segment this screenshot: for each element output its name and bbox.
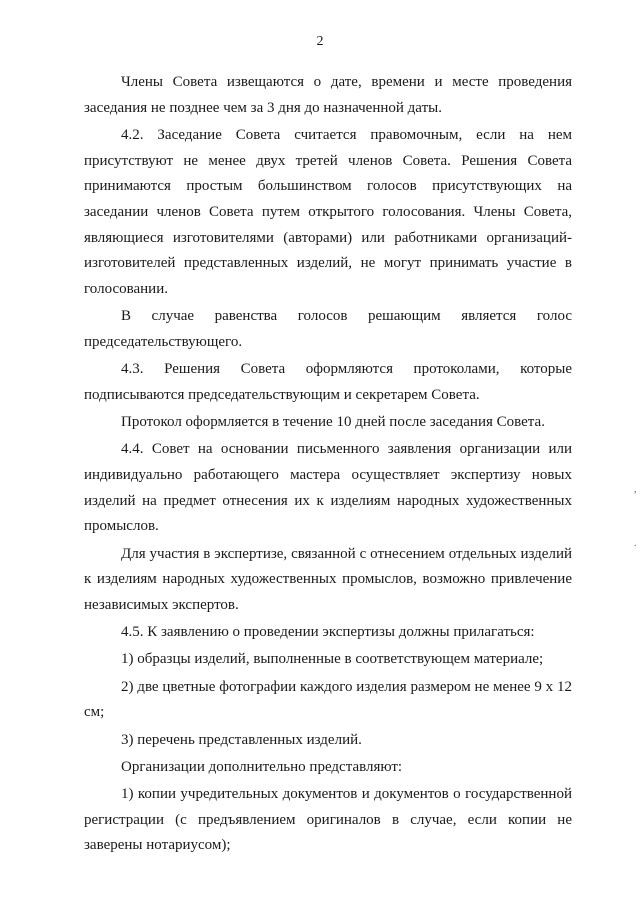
paragraph: Члены Совета извещаются о дате, времени и месте проведения заседания не позднее чем за 3 дня до назначенной даты.: [84, 74, 572, 116]
paragraph: 4.2. Заседание Совета считается правомочным, если на нем присутствуют не менее двух третей членов Совета. Решения Совета принимаются простым большинством голосов присутствующих на заседании членов Совета путем открытого голосования. Члены Совета, являющиеся изготовителями (авторами) или работниками организаций-изготовителей представленных изделий, не могут принимать участие в голосовании.: [84, 126, 572, 298]
scan-mark: .: [634, 538, 637, 549]
paragraph: В случае равенства голосов решающим является голос председательствующего.: [84, 308, 572, 351]
paragraph: 4.5. К заявлению о проведении экспертизы должны прилагаться:: [121, 624, 535, 641]
page-number: 2: [316, 34, 324, 49]
paragraph: Для участия в экспертизе, связанной с отнесением отдельных изделий к изделиям народных художественных промыслов, возможно привлечение независимых экспертов.: [84, 545, 572, 614]
paragraph: Протокол оформляется в течение 10 дней после заседания Совета.: [121, 414, 545, 431]
paragraph: Организации дополнительно представляют:: [121, 758, 403, 775]
scan-mark: ,: [634, 484, 637, 495]
paragraph: 4.4. Совет на основании письменного заявления организации или индивидуально работающего мастера осуществляет экспертизу новых изделий на предмет отнесения их к изделиям народных художественных промыслов.: [84, 441, 572, 535]
paragraph: 4.3. Решения Совета оформляются протоколами, которые подписываются председательствующим и секретарем Совета.: [84, 361, 572, 403]
paragraph: 1) образцы изделий, выполненные в соответствующем материале;: [121, 651, 544, 668]
document-body: [84, 70, 572, 861]
paragraph: 1) копии учредительных документов и документов о государственной регистрации (с предъявлением оригиналов в случае, если копии не заверены нотариусом);: [84, 785, 572, 854]
paragraph: 3) перечень представленных изделий.: [121, 731, 362, 748]
paragraph: 2) две цветные фотографии каждого изделия размером не менее 9 х 12 см;: [84, 678, 572, 721]
